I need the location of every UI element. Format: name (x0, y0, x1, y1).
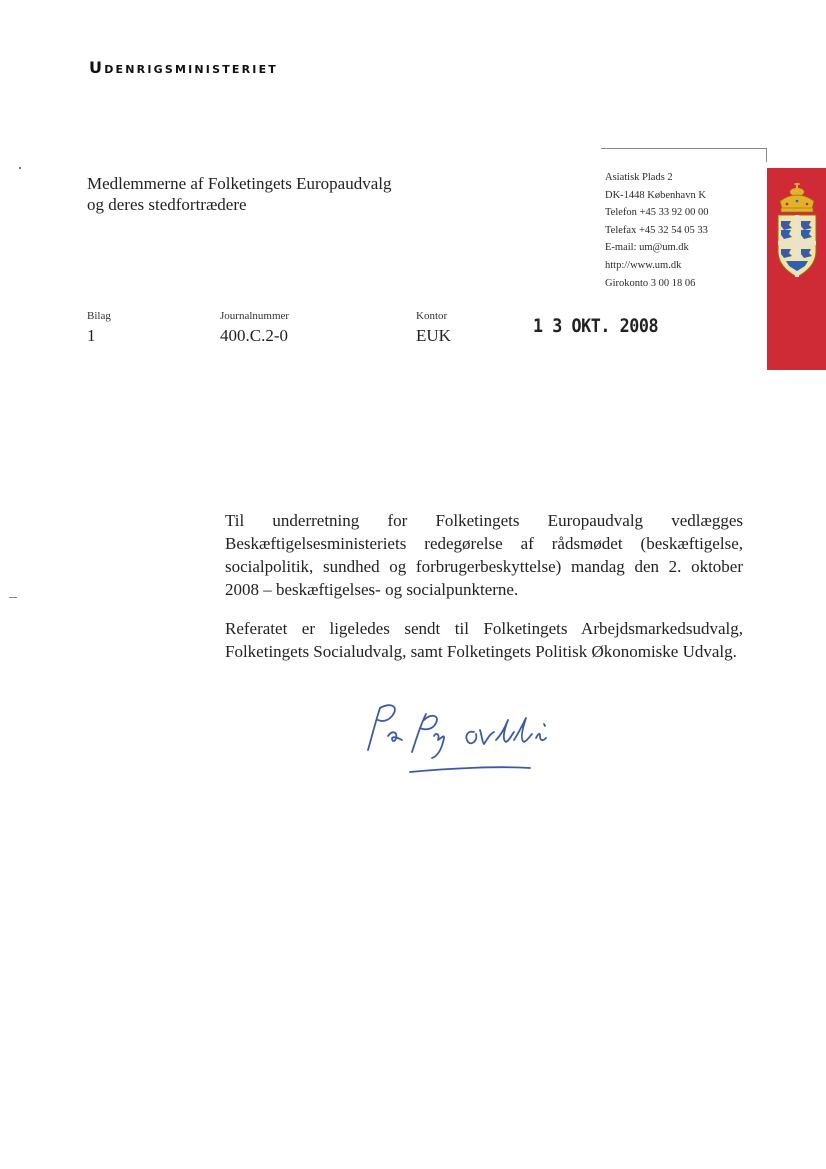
letter-body (225, 509, 743, 679)
body-paragraph-2: Referatet er ligeledes sendt til Folketingets Arbejdsmarkedsudvalg, Folketingets Socialudvalg, samt Folketingets Politisk Økonomiske Udvalg. (225, 619, 743, 661)
fold-mark (9, 597, 17, 598)
contact-email: E-mail: um@um.dk (605, 242, 689, 254)
royal-crest-icon (772, 183, 822, 283)
journal-label: Journalnummer (220, 310, 290, 322)
kontor-value: EUK (416, 326, 451, 345)
contact-fax: Telefax +45 32 54 05 33 (605, 224, 708, 236)
recipient-block (87, 173, 392, 215)
recipient-line-1: Medlemmerne af Folketingets Europaudvalg (87, 174, 392, 193)
contact-divider (601, 148, 767, 149)
journal-value: 400.C.2-0 (220, 326, 288, 345)
ministry-name: Udenrigsministeriet (89, 58, 279, 77)
handwritten-signature (362, 690, 582, 780)
bilag-value: 1 (87, 326, 96, 345)
recipient-line-2: og deres stedfortrædere (87, 195, 247, 214)
contact-web: http://www.um.dk (605, 259, 682, 271)
body-paragraph-1: Til underretning for Folketingets Europaudvalg vedlægges Beskæftigelsesministeriets redegørelse af rådsmødet (beskæftigelse, socialpolitik, sundhed og forbrugerbeskyttelse) mandag den 2. oktober 2008 – beskæftigelses- og socialpunkterne. (225, 511, 743, 599)
scan-speck (19, 167, 21, 169)
contact-phone: Telefon +45 33 92 00 00 (605, 207, 709, 219)
kontor-label: Kontor (416, 310, 448, 322)
contact-block (605, 169, 708, 292)
contact-address: Asiatisk Plads 2 (605, 172, 673, 183)
contact-city: DK-1448 København K (605, 189, 706, 201)
contact-giro: Girokonto 3 00 18 06 (605, 277, 696, 289)
contact-divider-corner (766, 148, 767, 162)
date-stamp: 1 3 OKT. 2008 (533, 315, 659, 337)
bilag-label: Bilag (87, 310, 111, 322)
